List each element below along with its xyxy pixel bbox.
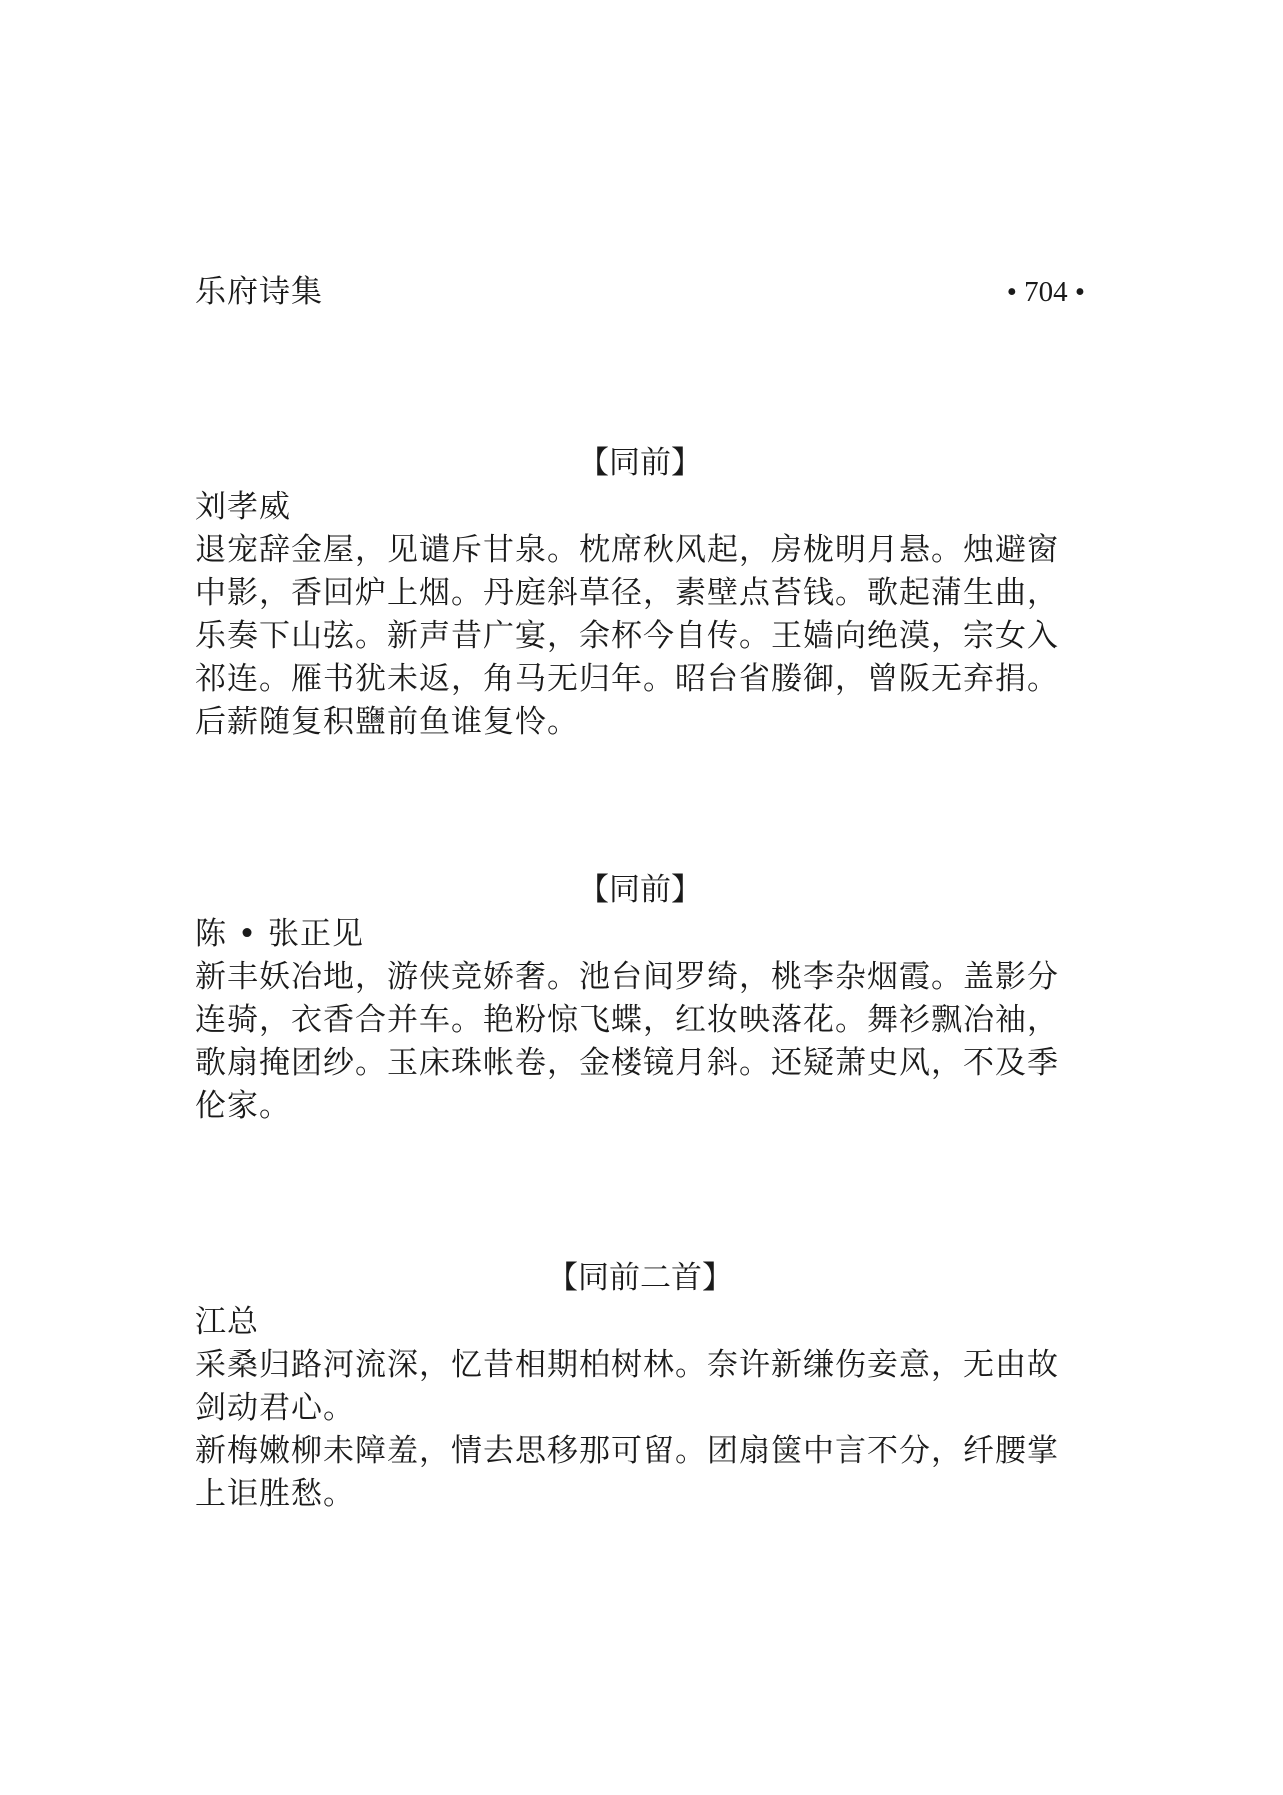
poem-line: 伦家。 — [195, 1088, 291, 1124]
poem-line: 剑动君心。 — [195, 1390, 355, 1426]
poem-line: 上讵胜愁。 — [195, 1476, 355, 1512]
poem-line: 乐奏下山弦。新声昔广宴，余杯今自传。王嫱向绝漠，宗女入 — [195, 618, 1059, 654]
book-title: 乐府诗集 — [195, 274, 323, 310]
poem-line: 后薪随复积鹽前鱼谁复怜。 — [195, 704, 579, 740]
page-header — [195, 268, 1085, 316]
poem-line: 退宠辞金屋，见谴斥甘泉。枕席秋风起，房栊明月悬。烛避窗 — [195, 532, 1059, 568]
poem-line: 新丰妖冶地，游侠竞娇奢。池台间罗绮，桃李杂烟霞。盖影分 — [195, 959, 1059, 995]
section-title: 【同前】 — [578, 872, 702, 908]
poem-line: 采桑归路河流深，忆昔相期柏树林。奈许新缣伤妾意，无由故 — [195, 1347, 1059, 1383]
poem-line: 新梅嫩柳未障羞，情去思移那可留。团扇箧中言不分，纤腰掌 — [195, 1433, 1059, 1469]
poem-section-1 — [195, 442, 1095, 744]
poem-line: 歌扇掩团纱。玉床珠帐卷，金楼镜月斜。还疑萧史风，不及季 — [195, 1045, 1059, 1081]
poem-section-3 — [195, 1257, 1095, 1516]
poem-line: 连骑，衣香合并车。艳粉惊飞蝶，红妆映落花。舞衫飘冶袖， — [195, 1002, 1059, 1038]
author-name: 江总 — [195, 1304, 259, 1340]
page-number: • 704 • — [1006, 276, 1085, 308]
poem-line: 中影，香回炉上烟。丹庭斜草径，素壁点苔钱。歌起蒲生曲， — [195, 575, 1059, 611]
poem-line: 祁连。雁书犹未返，角马无归年。昭台省媵御，曾阪无弃捐。 — [195, 661, 1059, 697]
author-name: 刘孝威 — [195, 489, 291, 525]
section-title: 【同前】 — [578, 445, 702, 481]
section-title: 【同前二首】 — [547, 1260, 733, 1296]
poem-section-2 — [195, 869, 1095, 1128]
author-name: 陈 • 张正见 — [195, 916, 364, 952]
